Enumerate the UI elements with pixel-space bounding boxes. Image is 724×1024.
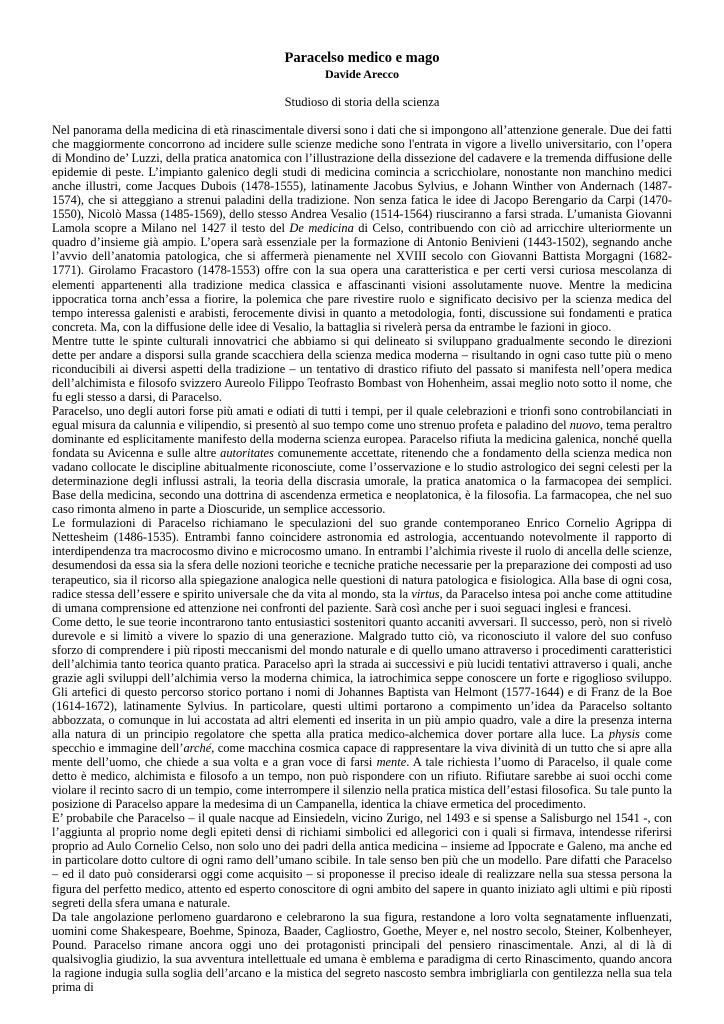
text-segment: , da Paracelso intesa poi anche come attitudine di umana comprensione ed attenzione nei confronti del paziente. Sarà così anche per i suoi seguaci inglesi e francesi. (52, 586, 672, 615)
italic-term: De medicina (289, 221, 354, 236)
italic-term: autoritates (220, 446, 274, 461)
italic-term: physis (608, 727, 640, 742)
italic-term: mente (376, 755, 407, 770)
paragraph (52, 811, 672, 909)
italic-term: virtus (411, 586, 440, 601)
document-title: Paracelso medico e mago (284, 50, 440, 66)
author-affiliation: Studioso di storia della scienza (284, 95, 440, 109)
text-segment: Le formulazioni di Paracelso richiamano le speculazioni del suo grande contemporaneo Enrico Cornelio Agrippa di Nettesheim (1486-1535). Entrambi fanno coincidere astronomia ed astrologia, accentuando notevolmente il rapporto di interdipendenza tra macrocosmo divino e microcosmo umano. In entrambi l’alchimia riveste il ruolo di ancella delle scienze, desumendosi da essa sia la sfera delle nozioni teoriche e tecniche pratiche necessarie per la preparazione dei composti ad uso terapeutico, sia il ricorso alla spiegazione analogica nelle questioni di natura patologica e fisiologica. Alla base di ogni cosa, radice stessa dell’essere e spirito universale che da vita al mondo, sta la (52, 516, 672, 601)
text-segment: , tema peraltro dominante ed esplicitamente manifesto della moderna scienza europea. Paracelso rifiuta la medicina galenica, nonché quella fondata su Avicenna e sulle altre (52, 417, 673, 461)
text-segment: Paracelso, uno degli autori forse più amati e odiati di tutti i tempi, per il quale celebrazioni e trionfi sono controbilanciati in egual misura da calunnia e vilipendio, si presentò al suo tempo come uno strenuo profeta e paladino del (52, 403, 672, 432)
paragraph (52, 404, 672, 516)
text-segment: di Celso, contribuendo con ciò ad arricchire ulteriormente un quadro d’insieme già ampio. L’opera sarà essenziale per la formazione di Antonio Benivieni (1443-1502), segnando anche l’avvio dell’anatomia patologica, che si affermerà pienamente nel XVIII secolo con Giovanni Battista Morgagni (1682-1771). Girolamo Fracastoro (1478-1553) offre con la sua opera una caratteristica e per certi versi curiosa mescolanza di elementi appartenenti alla tradizione medica classica e affascinanti visioni assolutamente nuove. Mentre la medicina ippocratica torna anch’essa a fiorire, la polemica che pare rivestire ruolo e significato decisivo per la scienza medica del tempo interessa galenisti e arabisti, ferocemente divisi in quanto a metodologia, fonti, discussione sui fondamenti e pratica concreta. Ma, con la diffusione delle idee di Vesalio, la battaglia si rivelerà persa da entrambe le fazioni in gioco. (52, 221, 672, 334)
document-page (52, 50, 672, 994)
italic-term: arché (183, 741, 212, 756)
document-author: Davide Arecco (324, 67, 400, 81)
paragraph (52, 516, 672, 614)
paragraph (52, 123, 672, 334)
paragraph (52, 615, 672, 812)
text-segment: Come detto, le sue teorie incontrarono tanto entusiastici sostenitori quanto accaniti avversari. Il successo, però, non si rivelò durevole e si limitò a vivere lo spazio di una generazione. Malgrado tutto ciò, va riconosciuto il valore del suo confuso sforzo di comprendere i più riposti meccanismi del mondo naturale e di quello umano attraverso i procedimenti caratteristici dell’alchimia tanto teorica quanto pratica. Paracelso aprì la strada ai successivi e più lucidi tentativi attraverso i quali, anche grazie agli sviluppi dell’alchimia verso la moderna chimica, la iatrochimica seppe conoscere un forte e rigoglioso sviluppo. Gli artefici di questo percorso storico portano i nomi di Johannes Baptista van Helmont (1577-1644) e di Franz de la Boe (1614-1672), latinamente Sylvius. In particolare, questi ultimi portarono a compimento un’idea da Paracelso soltanto abbozzata, o comunque in lui accostata ad altri elementi ed inserita in un più ampio quadro, vale a dire la presenza interna alla natura di un principio regolatore che spetta alla pratica medico-alchemica dover portare alla luce. La (52, 614, 672, 742)
text-segment: Mentre tutte le spinte culturali innovatrici che abbiamo si qui delineato si sviluppano gradualmente secondo le direzioni dette per andare a disporsi sulla grande scacchiera della scienza medica moderna – risultando in ogni caso tutte più o meno riconducibili ai diversi aspetti della tradizione – un tentativo di drastico rifiuto del passato si manifesta nell’opera medica dell’alchimista e filosofo svizzero Aureolo Filippo Teofrasto Bombast von Hohenheim, assai meglio noto sotto il nome, che fu egli stesso a darsi, di Paracelso. (52, 333, 672, 404)
text-segment: Nel panorama della medicina di età rinascimentale diversi sono i dati che si impongono all’attenzione generale. Due dei fatti che maggiormente concorrono ad incidere sulle scienze mediche sono l'entrata in vigore a livello universitario, con l’opera di Mondino de’ Luzzi, della pratica anatomica con l’illustrazione della dissezione del cadavere e la tremenda diffusione delle epidemie di peste. L’impianto galenico degli studi di medicina comincia a scricchiolare, nonostante non manchino medici anche illustri, come Jacques Dubois (1478-1555), latinamente Jacobus Sylvius, e Johann Winther von Andernach (1487-1574), che si atteggiano a strenui paladini della tradizione. Non senza fatica le idee di Jacopo Berengario da Carpi (1470-1550), Nicolò Massa (1485-1569), dello stesso Andrea Vesalio (1514-1564) riusciranno a farsi strada. L’umanista Giovanni Lamola scopre a Milano nel 1427 il testo del (52, 123, 672, 236)
text-segment: come specchio e immagine dell’ (52, 727, 672, 756)
text-segment: . A tale richiesta l’uomo di Paracelso, il quale come detto è medico, alchimista e filosofo a un tempo, non può rispondere con un rifiuto. Rifiutare sarebbe ai suoi occhi come violare il recinto sacro di un tempio, come interrompere il silenzio nella pratica mistica dell’estasi filosofica. Su tale punto la posizione di Paracelso appare la medesima di un Campanella, identica la chiave ermetica del procedimento. (52, 755, 673, 812)
text-segment: , come macchina cosmica capace di rappresentare la viva divinità di un tutto che si apre alla mente dell’uomo, che chiede a sua volta e a gran voce di farsi (52, 741, 672, 770)
article-body (52, 123, 672, 994)
text-segment: comunemente accettate, ritenendo che a fondamento della scienza medica non vadano collocate le discipline abitualmente riconosciute, come l’osservazione e lo studio astrologico dei segni celesti per la determinazione degli influssi astrali, la teoria della discrasia umorale, la pratica anatomica o la farmacopea dei semplici. Base della medicina, secondo una dottrina di ascendenza ermetica e neoplatonica, è la filosofia. La farmacopea, che nel suo caso rimonta almeno in parte a Dioscuride, un semplice accessorio. (52, 446, 672, 517)
text-segment: Da tale angolazione perlomeno guardarono e celebrarono la sua figura, restandone a loro volta segnatamente influenzati, uomini come Shakespeare, Boehme, Spinoza, Baader, Cagliostro, Goethe, Meyer e, nel nostro secolo, Steiner, Kolbenheyer, Pound. Paracelso rimane ancora oggi uno dei protagonisti principali del pensiero rinascimentale. Anzi, al di là di qualsivoglia giudizio, la sua avventura intellettuale ed umana è emblema e paradigma di certo Rinascimento, quando ancora la ragione indugia sulla soglia dell’arcano e la mistica del segreto nascosto sembra imbrigliarla con gentilezza nella sua tela prima di (52, 909, 672, 994)
italic-term: nuovo (569, 417, 600, 432)
paragraph (52, 910, 672, 994)
text-segment: E’ probabile che Paracelso – il quale nacque ad Einsiedeln, vicino Zurigo, nel 1493 e si spense a Salisburgo nel 1541 -, con l’aggiunta al proprio nome degli epiteti densi di richiami simbolici ed allegorici con i quali si firmava, intendesse riferirsi proprio ad Aulo Cornelio Celso, non solo uno dei padri della antica medicina – insieme ad Ippocrate e Galeno, ma anche ed in particolare dotto cultore di ogni ramo dell’umano scibile. In tale senso ben più che un modello. Pare difatti che Paracelso – ed il dato può considerarsi oggi come acquisito – si proponesse il preciso ideale di realizzare nella sua stessa persona la figura del perfetto medico, attento ed esperto conoscitore di ogni ambito del sapere in quanto iniziato agli ultimi e più riposti segreti della sfera umana e naturale. (52, 811, 672, 910)
paragraph (52, 334, 672, 404)
